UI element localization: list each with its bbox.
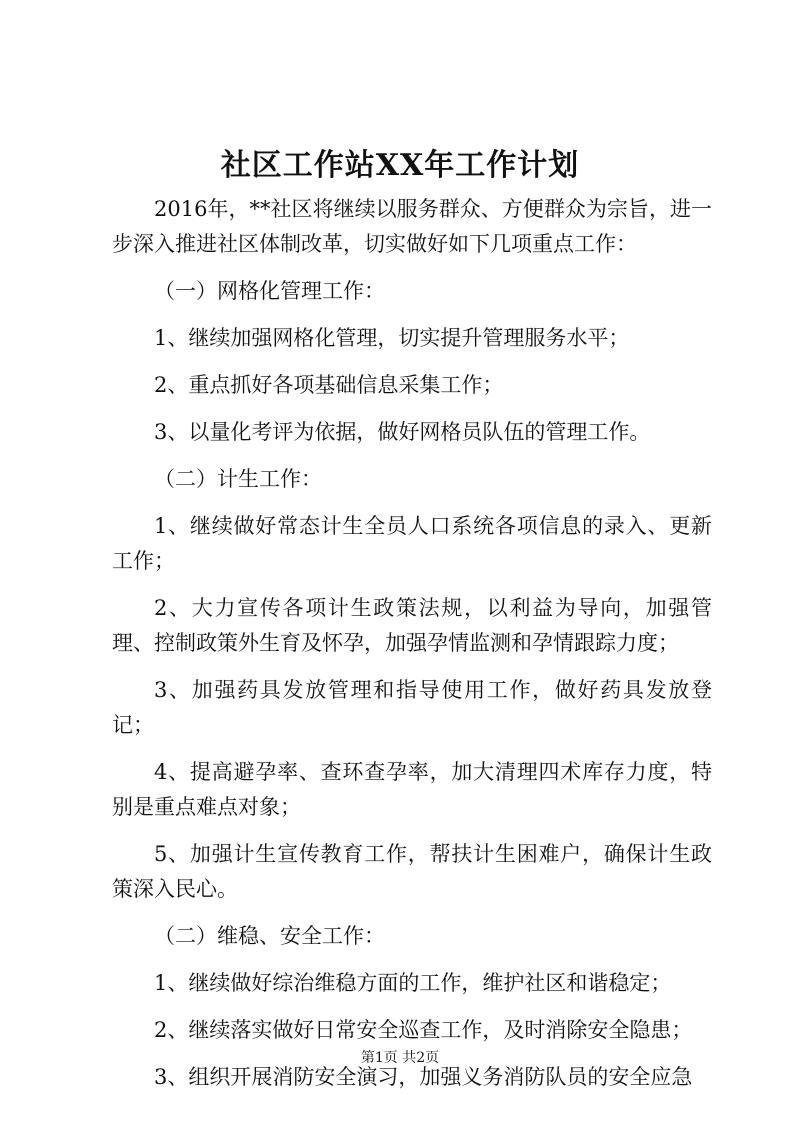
list-item: 2、大力宣传各项计生政策法规，以利益为导向，加强管理、控制政策外生育及怀孕，加强孕情监测和孕情跟踪力度；: [112, 596, 712, 655]
section-heading-stability-safety: （二）维稳、安全工作：: [154, 924, 385, 948]
document-body: [112, 192, 712, 1107]
list-item: 3、以量化考评为依据，做好网格员队伍的管理工作。: [154, 420, 651, 444]
list-item: 5、加强计生宣传教育工作，帮扶计生困难户，确保计生政策深入民心。: [112, 842, 712, 901]
paragraph-intro: 2016年，**社区将继续以服务群众、方便群众为宗旨，进一步深入推进社区体制改革，切实做好如下几项重点工作：: [112, 197, 712, 256]
list-item: 1、继续加强网格化管理，切实提升管理服务水平；: [154, 326, 630, 350]
list-item: 4、提高避孕率、查环查孕率，加大清理四术库存力度，特别是重点难点对象；: [112, 760, 712, 819]
list-item: 1、继续做好综治维稳方面的工作，维护社区和谐稳定；: [154, 971, 672, 995]
document-title: 社区工作站XX年工作计划: [220, 148, 580, 183]
list-item: 1、继续做好常态计生全员人口系统各项信息的录入、更新工作；: [112, 514, 712, 573]
list-item: 3、加强药具发放管理和指导使用工作，做好药具发放登记；: [112, 678, 712, 737]
section-heading-grid-management: （一）网格化管理工作：: [154, 279, 385, 303]
page-footer: 第1页 共2页: [360, 1050, 440, 1066]
list-item: 2、继续落实做好日常安全巡查工作，及时消除安全隐患；: [154, 1018, 693, 1042]
list-item: 2、重点抓好各项基础信息采集工作；: [154, 373, 504, 397]
list-item: 3、组织开展消防安全演习，加强义务消防队员的安全应急: [154, 1065, 693, 1089]
section-heading-family-planning: （二）计生工作：: [154, 467, 322, 491]
